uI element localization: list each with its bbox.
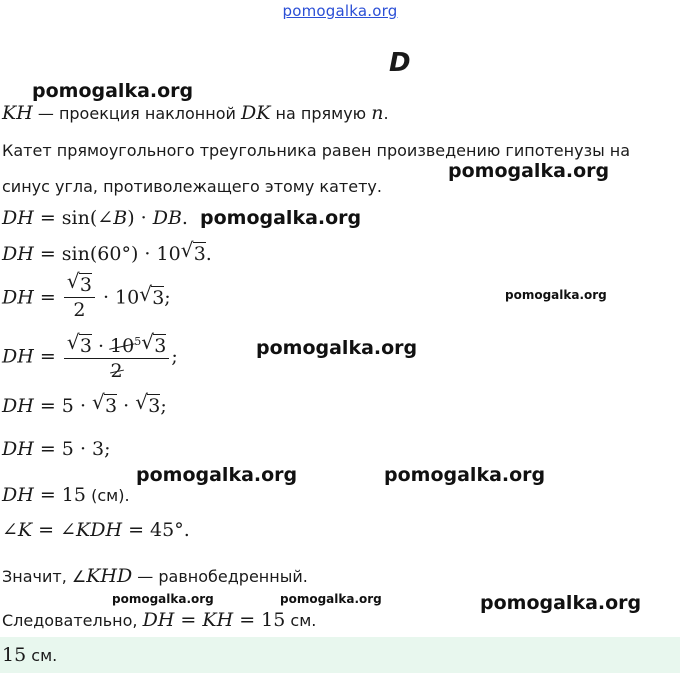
- line-conclusion: Следовательно, DH = KH = 15 см.: [2, 609, 317, 631]
- figure-letter-d: D: [389, 48, 411, 78]
- line-dh-cancel: DH = √ $3 \cdot 10^5$ √ 3 2 ;: [2, 330, 178, 383]
- answer-panel: [0, 637, 680, 673]
- watermark: pomogalka.org: [256, 337, 418, 359]
- watermark: pomogalka.org: [448, 160, 610, 182]
- line-isosceles: Значит, ∠KHD — равнобедренный.: [2, 565, 308, 587]
- line-dh-5-3: DH = 5 · 3;: [2, 438, 111, 460]
- watermark: pomogalka.org: [200, 207, 362, 229]
- watermark: pomogalka.org: [480, 592, 642, 614]
- line-dh-sin60: DH = sin(60°) · 10 √ 3.: [2, 238, 212, 265]
- top-site-link[interactable]: pomogalka.org: [282, 2, 398, 20]
- watermark: pomogalka.org: [136, 464, 298, 486]
- answer-text: 15 см.: [2, 644, 58, 666]
- watermark: pomogalka.org: [32, 80, 194, 102]
- watermark: pomogalka.org: [280, 592, 382, 606]
- line-formula-dh-sin: DH = sin(∠B) · DB.: [2, 207, 188, 229]
- watermark: pomogalka.org: [112, 592, 214, 606]
- line-projection: KH — проекция наклонной DK на прямую n.: [2, 102, 389, 124]
- watermark: pomogalka.org: [505, 288, 607, 302]
- line-dh-5-sqrt: DH = 5 · √ 3 · √ 3;: [2, 390, 167, 417]
- watermark: pomogalka.org: [384, 464, 546, 486]
- line-rule-1: Катет прямоугольного треугольника равен произведению гипотенузы на: [2, 141, 631, 160]
- line-dh-fraction: DH = √ 3 2 · 10 √ 3;: [2, 269, 171, 321]
- line-rule-2: синус угла, противолежащего этому катету.: [2, 177, 382, 196]
- line-angle-k: ∠K = ∠KDH = 45°.: [2, 519, 190, 541]
- line-dh-15: DH = 15 (см).: [2, 484, 130, 506]
